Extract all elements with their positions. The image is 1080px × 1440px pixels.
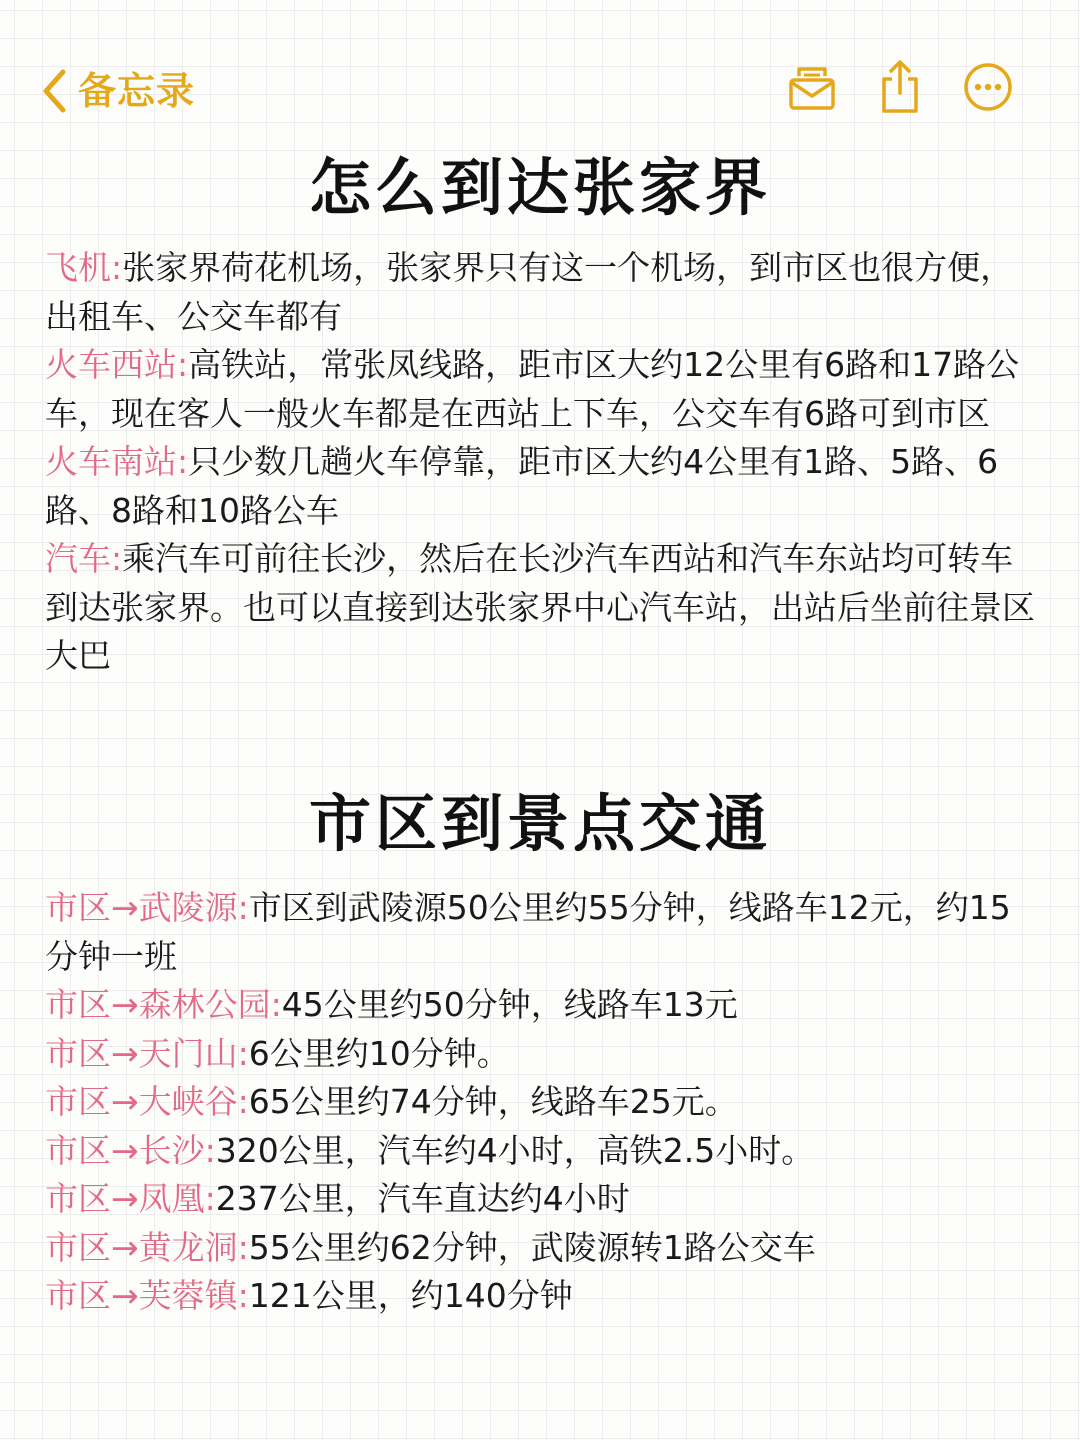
section2-title: 市区到景点交通 [308,787,771,860]
list-item [45,1175,1040,1224]
item-text: 45公里约50分钟，线路车13元 [281,985,738,1024]
list-item [45,1030,1040,1079]
mail-icon [787,62,837,112]
list-item [45,1272,1040,1321]
nav-actions [752,59,1016,115]
item-text: 65公里约74分钟，线路车25元。 [248,1082,738,1121]
list-item [45,1078,1040,1127]
item-label: 市区→大峡谷: [45,1082,249,1121]
item-label: 火车南站: [45,442,189,481]
back-button[interactable] [40,65,195,117]
section2-body [45,884,1040,1321]
item-label: 汽车: [45,539,123,578]
list-item [45,1224,1040,1273]
section1-title: 怎么到达张家界 [308,151,771,224]
item-label: 市区→凤凰: [45,1179,216,1218]
item-text: 张家界荷花机场，张家界只有这一个机场，到市区也很方便，出租车、公交车都有 [45,248,1014,336]
item-label: 火车西站: [45,345,189,384]
item-label: 市区→武陵源: [45,888,249,927]
list-item [45,244,1040,341]
item-text: 121公里，约140分钟 [248,1276,573,1315]
share-icon [877,59,923,115]
item-text: 55公里约62分钟，武陵源转1路公交车 [248,1227,816,1267]
item-text: 320公里，汽车约4小时，高铁2.5小时。 [215,1130,815,1170]
item-label: 市区→森林公园: [45,985,282,1024]
list-item [45,884,1040,981]
item-label: 市区→芙蓉镇: [45,1276,249,1315]
share-button[interactable] [872,59,928,115]
list-item [45,1127,1040,1176]
item-label: 市区→长沙: [45,1130,216,1170]
item-text: 6公里约10分钟。 [248,1033,510,1073]
item-text: 市区到武陵源50公里约55分钟，线路车12元，约15分钟一班 [45,888,1011,976]
mail-button[interactable] [784,59,840,115]
item-text: 只少数几趟火车停靠，距市区大约4公里有1路、5路、6路、8路和10路公车 [45,442,999,530]
item-label: 市区→天门山: [45,1033,249,1073]
list-item [45,438,1040,535]
list-item [45,981,1040,1030]
more-button[interactable] [960,59,1016,115]
item-label: 飞机: [45,248,123,287]
item-text: 乘汽车可前往长沙，然后在长沙汽车西站和汽车东站均可转车到达张家界。也可以直接到达张家界中心汽车站，出站后坐前往景区大巴 [45,539,1035,675]
list-item [45,341,1040,438]
nav-bar [0,55,1080,127]
chevron-left-icon [40,67,68,115]
item-text: 237公里，汽车直达约4小时 [215,1179,630,1218]
item-text: 高铁站，常张凤线路，距市区大约12公里有6路和17路公车，现在客人一般火车都是在西站上下车，公交车有6路可到市区 [45,345,1020,433]
back-label: 备忘录 [78,69,196,113]
list-item [45,535,1040,681]
section1-body [45,244,1040,681]
item-label: 市区→黄龙洞: [45,1227,249,1267]
more-icon [962,61,1014,113]
